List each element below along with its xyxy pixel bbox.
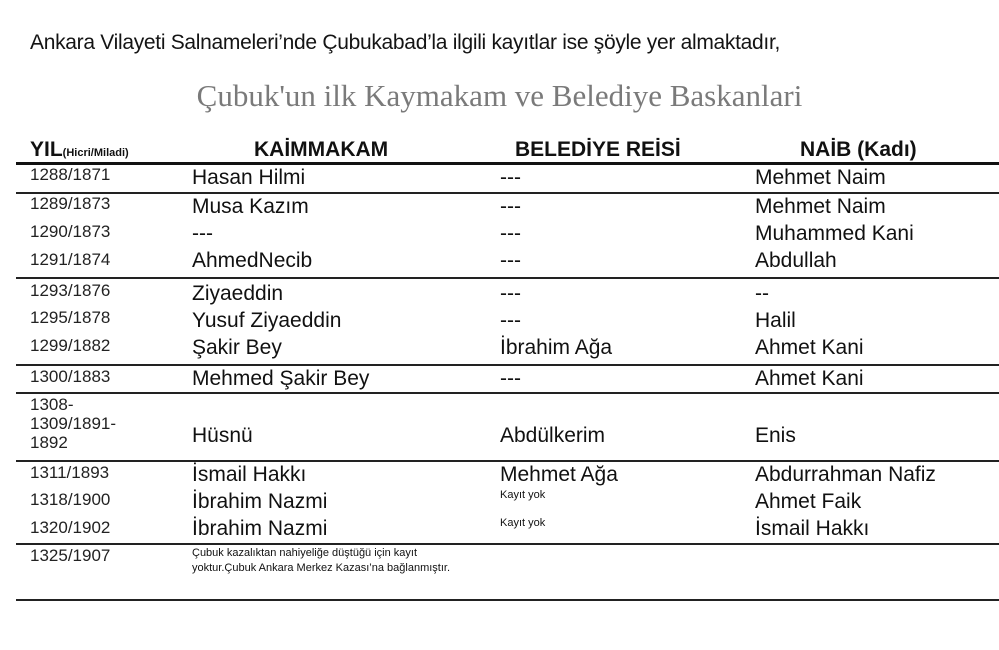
naib-cell: Abdullah — [755, 249, 837, 272]
belediye-cell: Kayıt yok — [500, 489, 546, 501]
officials-table — [16, 130, 999, 601]
table-row — [16, 366, 999, 392]
year-cell: 1293/1876 — [30, 281, 111, 300]
naib-cell: Halil — [755, 309, 796, 332]
naib-cell: Ahmet Kani — [755, 336, 864, 359]
belediye-cell: Abdülkerim — [500, 424, 606, 447]
year-cell: 1290/1873 — [30, 222, 111, 241]
naib-cell: İsmail Hakkı — [755, 517, 870, 540]
table-row — [16, 165, 999, 192]
kaimmakam-cell: İbrahim Nazmi — [192, 517, 328, 540]
intro-text: Ankara Vilayeti Salnameleri’nde Çubukabad’la ilgili kayıtlar ise şöyle yer almaktadır, — [30, 31, 781, 54]
naib-cell: -- — [755, 282, 769, 305]
belediye-cell: Kayıt yok — [500, 517, 546, 529]
table-row-group — [16, 462, 999, 543]
kaimmakam-cell: Hüsnü — [192, 424, 253, 447]
naib-cell: Muhammed Kani — [755, 222, 914, 245]
header-naib: NAİB (Kadı) — [800, 138, 917, 161]
header-belediye: BELEDİYE REİSİ — [515, 138, 681, 161]
belediye-cell: --- — [500, 367, 521, 390]
year-cell: 1325/1907 — [30, 546, 111, 565]
table-bottom-rule — [16, 599, 999, 601]
year-cell: 1300/1883 — [30, 367, 111, 386]
header-year-sub: (Hicri/Miladi) — [62, 147, 129, 159]
kaimmakam-cell: Musa Kazım — [192, 195, 309, 218]
belediye-cell: --- — [500, 309, 521, 332]
belediye-cell: İbrahim Ağa — [500, 336, 613, 359]
table-header — [16, 130, 999, 162]
naib-cell: Enis — [755, 424, 796, 447]
year-cell: 1291/1874 — [30, 250, 111, 269]
table-row-group — [16, 279, 999, 364]
naib-cell: Mehmet Naim — [755, 166, 886, 189]
year-cell: 1295/1878 — [30, 308, 111, 327]
kaimmakam-cell: Mehmed Şakir Bey — [192, 367, 370, 390]
year-cell: 1288/1871 — [30, 165, 111, 184]
kaimmakam-cell: Ziyaeddin — [192, 282, 284, 305]
year-cell: 1299/1882 — [30, 336, 111, 355]
naib-cell: Ahmet Kani — [755, 367, 864, 390]
note-cell: Çubuk kazalıktan nahiyeliğe düştüğü için kayıt yoktur.Çubuk Ankara Merkez Kazası’na bağlanmıştır. — [192, 547, 451, 574]
year-cell: 1320/1902 — [30, 518, 111, 537]
kaimmakam-cell: İsmail Hakkı — [192, 463, 307, 486]
belediye-cell: --- — [500, 222, 521, 245]
naib-cell: Abdurrahman Nafiz — [755, 463, 936, 486]
header-kaimmakam: KAİMMAKAM — [254, 138, 389, 161]
kaimmakam-cell: --- — [192, 222, 213, 245]
page-title: Çubuk'un ilk Kaymakam ve Belediye Baskanlari — [196, 78, 803, 113]
table-row-group — [16, 194, 999, 277]
belediye-cell: --- — [500, 195, 521, 218]
year-cell: 1308-1309/1891-1892 — [30, 395, 117, 452]
year-cell: 1289/1873 — [30, 194, 111, 213]
header-year: YIL(Hicri/Miladi) — [30, 138, 129, 161]
kaimmakam-cell: Şakir Bey — [192, 336, 282, 359]
naib-cell: Ahmet Faik — [755, 490, 862, 513]
belediye-cell: --- — [500, 282, 521, 305]
naib-cell: Mehmet Naim — [755, 195, 886, 218]
kaimmakam-cell: İbrahim Nazmi — [192, 490, 328, 513]
belediye-cell: --- — [500, 249, 521, 272]
belediye-cell: --- — [500, 166, 521, 189]
table-row — [16, 394, 999, 460]
belediye-cell: Mehmet Ağa — [500, 463, 618, 486]
table-row — [16, 545, 999, 599]
kaimmakam-cell: Yusuf Ziyaeddin — [192, 309, 342, 332]
kaimmakam-cell: AhmedNecib — [192, 249, 313, 272]
kaimmakam-cell: Hasan Hilmi — [192, 166, 306, 189]
year-cell: 1318/1900 — [30, 490, 111, 509]
year-cell: 1311/1893 — [30, 463, 110, 482]
